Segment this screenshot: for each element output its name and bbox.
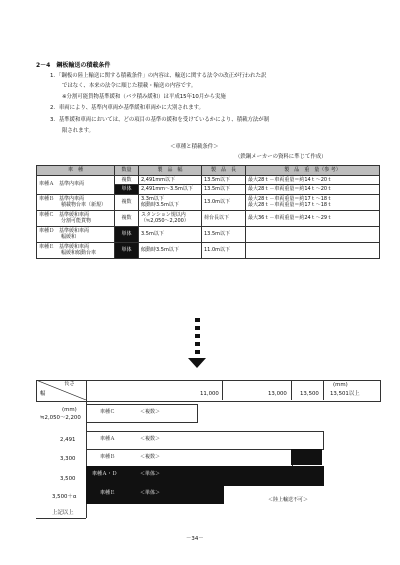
bar-e-vehicle: 車種Ｅ bbox=[100, 490, 116, 496]
row-e-qty: 単体 bbox=[115, 242, 139, 258]
bar-a-qty: ＜複数＞ bbox=[140, 436, 161, 442]
vehicle-spec-table bbox=[36, 165, 380, 259]
row-a2-width: 2,491mm～3.5m以下 bbox=[139, 185, 202, 195]
bar-b-qty: ＜複数＞ bbox=[140, 454, 161, 460]
bar-c-vehicle: 車種Ｃ bbox=[100, 409, 116, 415]
section-heading: 2－4 鋼板輸送の積載条件 bbox=[36, 62, 111, 69]
table-row bbox=[37, 226, 380, 242]
row-a2-weight: 最大28ｔ－車両重量＝約14ｔ～20ｔ bbox=[246, 185, 380, 195]
row-e-name bbox=[37, 242, 115, 258]
row-a2-qty: 単体 bbox=[115, 185, 139, 195]
row-b-width-2: 傾動時3.5m以下 bbox=[141, 202, 179, 208]
row-b-qty: 複数 bbox=[115, 194, 139, 210]
row-b-name-2: 積載物台車（新規） bbox=[61, 202, 107, 208]
row-e-length: 11.0m以下 bbox=[202, 242, 246, 258]
no-transport-label: ＜陸上輸送不可＞ bbox=[268, 497, 309, 503]
x-tick-13501: 13,501以上 bbox=[330, 391, 360, 397]
y-unit-mm: (mm) bbox=[62, 407, 77, 413]
item-3-line-1: 3．基準緩和車両においては、どの項目の基準の緩和を受けているかにより、積載方法が制 bbox=[50, 117, 270, 123]
header-qty: 数量 bbox=[115, 166, 139, 176]
row-c-qty: 複数 bbox=[115, 210, 139, 226]
row-b-name bbox=[37, 194, 115, 210]
row-b-weight-2: 最大28ｔ－車両重量＝約17ｔ～18ｔ bbox=[248, 202, 333, 208]
header-width: 製 品 幅 bbox=[139, 166, 202, 176]
header-weight: 製 品 重 量（参 考） bbox=[246, 166, 380, 176]
row-c-name bbox=[37, 210, 115, 226]
row-a-weight: 最大28ｔ－車両重量＝約14ｔ～20ｔ bbox=[246, 175, 380, 185]
row-d-width: 3.5m以下 bbox=[139, 226, 202, 242]
table-header-row bbox=[37, 166, 380, 176]
table-note: （鉄鋼メーカーの資料に準じて作成） bbox=[235, 154, 327, 160]
header-vehicle: 車 種 bbox=[37, 166, 115, 176]
table-row bbox=[37, 210, 380, 226]
y-label-3300: 3,300 bbox=[60, 456, 76, 462]
bar-ad-vehicle: 車種Ａ・Ｄ bbox=[92, 471, 118, 477]
table-row bbox=[37, 175, 380, 185]
bar-vehicle-b bbox=[86, 449, 293, 467]
row-a-width: 2,491mm以下 bbox=[139, 175, 202, 185]
y-label-3500-plus: 3,500＋α bbox=[52, 494, 77, 500]
bar-e-qty: ＜単体＞ bbox=[140, 490, 161, 496]
bar-vehicle-a bbox=[86, 431, 324, 450]
row-e-width: 傾動時3.5m以下 bbox=[139, 242, 202, 258]
page-number: －34－ bbox=[186, 536, 204, 542]
table-row bbox=[37, 242, 380, 258]
row-b-weight-1: 最大28ｔ－車両重量＝約17ｔ～18ｔ bbox=[248, 195, 333, 202]
row-c-width-1: スタンション規以内 bbox=[141, 211, 186, 218]
row-d-weight bbox=[246, 226, 380, 242]
row-b-width bbox=[139, 194, 202, 210]
bar-c-qty: ＜複数＞ bbox=[140, 409, 161, 415]
y-label-above: 上記以上 bbox=[52, 510, 74, 516]
item-1-line-1: 1．「鋼板の陸上輸送に関する積載条件」の内容は、輸送に関する法令の改正が行われた訳 bbox=[50, 73, 267, 79]
row-d-name-2: 幅緩和 bbox=[61, 234, 77, 240]
row-a-qty: 複数 bbox=[115, 175, 139, 185]
row-e-name-2: 幅緩和傾動台車 bbox=[61, 250, 97, 256]
item-1-line-2: ではなく、本来の法令に順じた積載・輸送の内容です。 bbox=[62, 83, 197, 89]
row-e-weight bbox=[246, 242, 380, 258]
y-label-2491: 2,491 bbox=[60, 437, 76, 443]
row-b-name-1: 車種Ｂ 基準内車両 bbox=[39, 195, 85, 202]
row-d-name-1: 車種Ｄ 基準緩和車両 bbox=[39, 227, 90, 234]
bar-b-vehicle: 車種Ｂ bbox=[100, 454, 116, 460]
bar-ad-qty: ＜単体＞ bbox=[140, 471, 161, 477]
row-c-name-2: 分割可能貨物 bbox=[61, 218, 92, 224]
bar-a-vehicle: 車種Ａ bbox=[100, 436, 116, 442]
item-3-line-2: 限されます。 bbox=[62, 128, 94, 134]
x-tick-13000: 13,000 bbox=[268, 391, 287, 397]
item-note: ※分割可能貨物基準緩和（バラ積み緩和）は平成15年10月から実施 bbox=[62, 94, 226, 100]
y-label-2050: ≒2,050～2,200 bbox=[40, 415, 81, 421]
header-length-label: 長さ bbox=[64, 381, 75, 387]
header-width-label: 幅 bbox=[40, 391, 46, 397]
table-row bbox=[37, 194, 380, 210]
row-a-name: 車種Ａ 基準内車両 bbox=[37, 175, 115, 194]
row-c-width-2: （≒2,050～2,200） bbox=[141, 218, 189, 224]
item-2: 2．車両により、基準内車両か基準緩和車両かに大別されます。 bbox=[50, 105, 204, 111]
row-d-qty: 単体 bbox=[115, 226, 139, 242]
row-c-length: 荷台長以下 bbox=[202, 210, 246, 226]
y-label-3500: 3,500 bbox=[60, 476, 76, 482]
x-tick-13500: 13,500 bbox=[300, 391, 319, 397]
row-d-length: 13.5m以下 bbox=[202, 226, 246, 242]
bar-vehicle-ad bbox=[86, 466, 324, 486]
row-d-name bbox=[37, 226, 115, 242]
x-tick-11000: 11,000 bbox=[200, 391, 219, 397]
header-length: 製 品 長 bbox=[202, 166, 246, 176]
row-a2-length: 13.5m以下 bbox=[202, 185, 246, 195]
row-c-name-1: 車種Ｃ 基準緩和車両 bbox=[39, 211, 90, 218]
table-title: ＜車種と積載条件＞ bbox=[170, 144, 219, 150]
row-b-weight bbox=[246, 194, 380, 210]
row-c-width bbox=[139, 210, 202, 226]
x-unit-mm: (mm) bbox=[333, 382, 348, 388]
row-c-weight: 最大36ｔ－車両重量＝約24ｔ～29ｔ bbox=[246, 210, 380, 226]
row-b-length: 13.0m以下 bbox=[202, 194, 246, 210]
row-b-width-1: 3.3m以下 bbox=[141, 195, 164, 202]
row-e-name-1: 車種Ｅ 基準緩和車両 bbox=[39, 243, 90, 250]
row-a-length: 13.5m以下 bbox=[202, 175, 246, 185]
bar-b-extension bbox=[291, 449, 322, 465]
